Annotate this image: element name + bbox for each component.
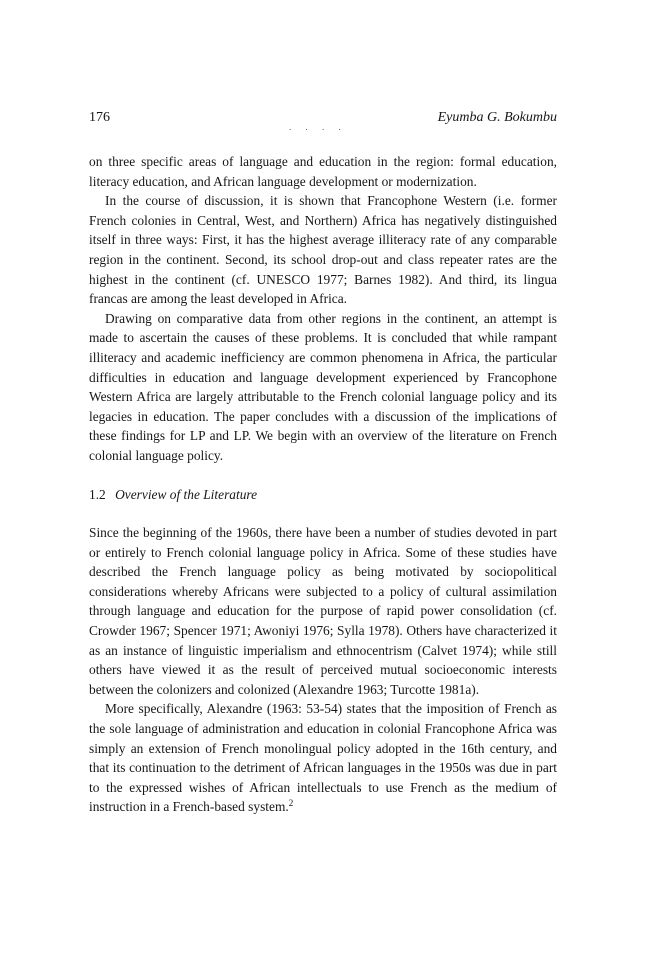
- paragraph-1: on three specific areas of language and education in the region: formal education, literacy education, and African language development or modernization.: [89, 154, 557, 189]
- paragraph-5-text: More specifically, Alexandre (1963: 53-54) states that the imposition of French as the sole language of administration and education in colonial Francophone Africa was simply an extension of French monolingual policy adopted in the 16th century, and that its continuation to the detriment of African languages in the 1950s was due in part to the expressed wishes of African intellectuals to use French as the medium of instruction in a French-based system.: [89, 701, 557, 815]
- body-text: [89, 152, 557, 817]
- header-dots: . . . .: [289, 122, 347, 132]
- section-number: 1.2: [89, 486, 106, 502]
- section-heading: [89, 485, 557, 505]
- paragraph-2: In the course of discussion, it is shown that Francophone Western (i.e. former French colonies in Central, West, and Northern) Africa has negatively distinguished itself in three ways: First, it has the highest average illiteracy rate of any comparable region in the continent. Second, its school drop-out and class repeater rates are the highest in the continent (cf. UNESCO 1977; Barnes 1982). And third, its lingua francas are among the least developed in Africa.: [89, 193, 557, 307]
- paragraph-5: [89, 699, 557, 817]
- section-title: Overview of the Literature: [115, 486, 258, 502]
- page-number: 176: [89, 110, 110, 125]
- running-head: Eyumba G. Bokumbu: [437, 110, 557, 125]
- footnote-marker: 2: [288, 798, 294, 809]
- paragraph-3: Drawing on comparative data from other regions in the continent, an attempt is made to ascertain the causes of these problems. It is concluded that while rampant illiteracy and academic inefficiency are common phenomena in Africa, the particular difficulties in education and language development experienced by Francophone Western Africa are largely attributable to the French colonial language policy and its legacies in education. The paper concludes with a discussion of the implications of these findings for LP and LP. We begin with an overview of the literature on French colonial language policy.: [89, 310, 557, 463]
- page-header: [89, 110, 557, 132]
- paragraph-4: Since the beginning of the 1960s, there have been a number of studies devoted in part or entirely to French colonial language policy in Africa. Some of these studies have described the French language policy as being motivated by sociopolitical considerations whereby Africans were subjected to a policy of cultural assimilation through language and education for the purpose of rapid power consolidation (cf. Crowder 1967; Spencer 1971; Awoniyi 1976; Sylla 1978). Others have characterized it as an instance of linguistic imperialism and ethnocentrism (Calvet 1974); while still others have viewed it as the result of perceived mutual socioeconomic interests between the colonizers and colonized (Alexandre 1963; Turcotte 1981a).: [89, 525, 557, 697]
